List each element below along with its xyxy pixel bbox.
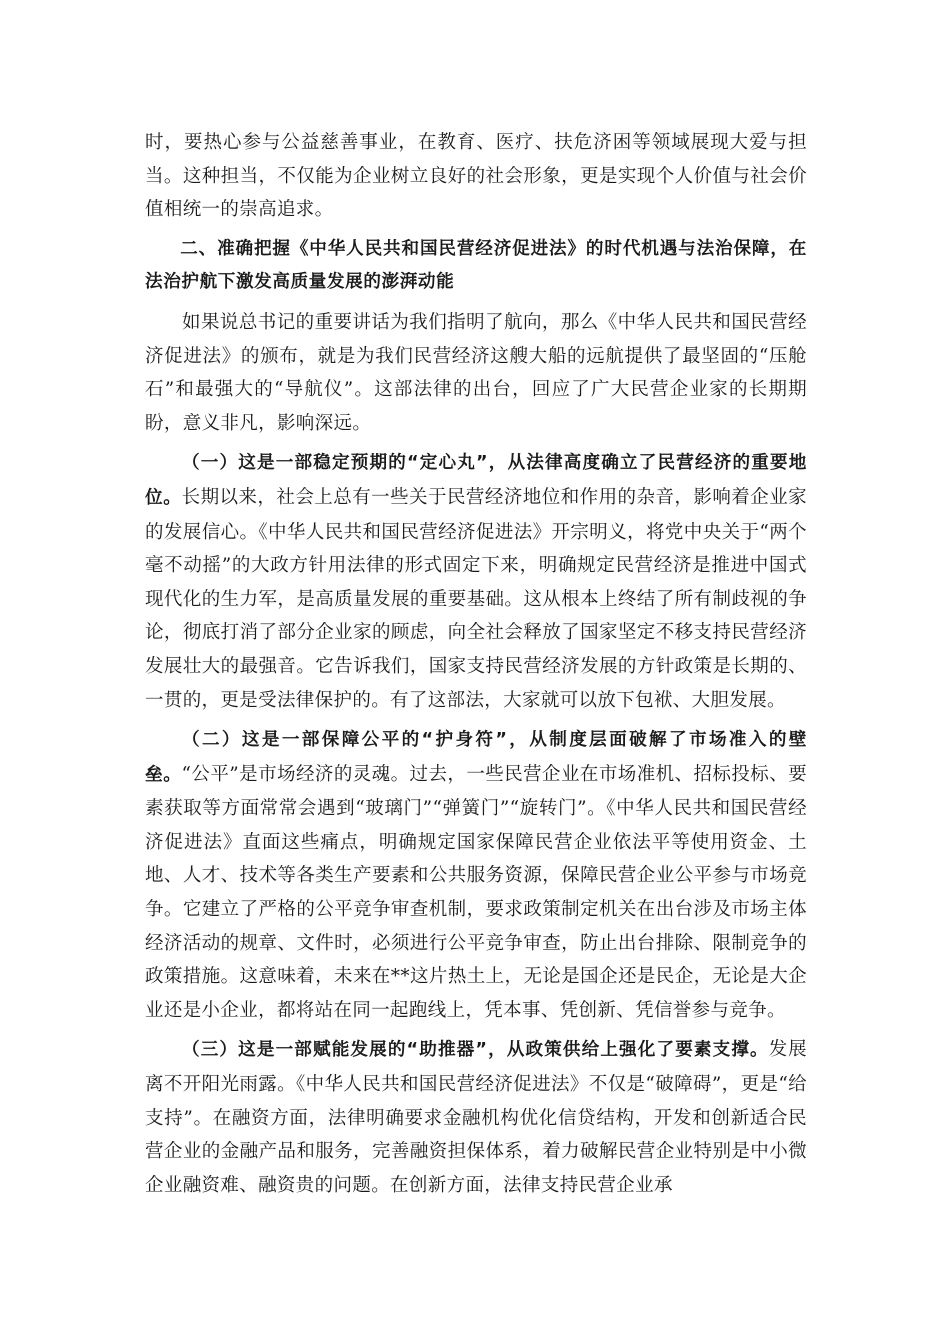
paragraph-lead: （三）这是一部赋能发展的“助推器”，从政策供给上强化了要素支撑。 (182, 1040, 769, 1061)
section-heading (145, 233, 807, 300)
paragraph-point-1 (145, 446, 807, 717)
paragraph-intro (145, 306, 807, 440)
paragraph-point-2 (145, 723, 807, 1027)
section-heading-text: 二、准确把握《中华人民共和国民营经济促进法》的时代机遇与法治保障，在法治护航下激发高质量发展的澎湃动能 (145, 238, 807, 293)
paragraph-lead: （一）这是一部稳定预期的“定心丸”，从法律高度确立了民营经济的重要地位。 (145, 453, 807, 508)
paragraph-text: “公平”是市场经济的灵魂。过去，一些民营企业在市场准机、招标投标、要素获取等方面常常会遇到“玻璃门”“弹簧门”“旋转门”。《中华人民共和国民营经济促进法》直面这些痛点，明确规定国家保障民营企业依法平等使用资金、土地、人才、技术等各类生产要素和公共服务资源，保障民营企业公平参与市场竞争。它建立了严格的公平竞争审查机制，要求政策制定机关在出台涉及市场主体经济活动的规章、文件时，必须进行公平竞争审查，防止出台排除、限制竞争的政策措施。这意味着，未来在**这片热土上，无论是国企还是民企，无论是大企业还是小企业，都将站在同一起跑线上，凭本事、凭创新、凭信誉参与竞争。 (145, 763, 807, 1021)
paragraph-text: 如果说总书记的重要讲话为我们指明了航向，那么《中华人民共和国民营经济促进法》的颁布，就是为我们民营经济这艘大船的远航提供了最坚固的“压舱石”和最强大的“导航仪”。这部法律的出台，回应了广大民营企业家的长期期盼，意义非凡，影响深远。 (145, 311, 807, 434)
document-page (145, 126, 807, 1208)
paragraph-text: 长期以来，社会上总有一些关于民营经济地位和作用的杂音，影响着企业家的发展信心。《中华人民共和国民营经济促进法》开宗明义，将党中央关于“两个毫不动摇”的大政方针用法律的形式固定下来，明确规定民营经济是推进中国式现代化的生力军，是高质量发展的重要基础。这从根本上终结了所有制歧视的争论，彻底打消了部分企业家的顾虑，向全社会释放了国家坚定不移支持民营经济发展壮大的最强音。它告诉我们，国家支持民营经济发展的方针政策是长期的、一贯的，更是受法律保护的。有了这部法，大家就可以放下包袱、大胆发展。 (145, 486, 808, 711)
paragraph-continuation (145, 126, 807, 227)
paragraph-text: 发展离不开阳光雨露。《中华人民共和国民营经济促进法》不仅是“破障碍”，更是“给支持”。在融资方面，法律明确要求金融机构优化信贷结构，开发和创新适合民营企业的金融产品和服务，完善融资担保体系，着力破解民营企业特别是中小微企业融资难、融资贵的问题。在创新方面，法律支持民营企业承 (145, 1039, 807, 1196)
paragraph-point-3 (145, 1033, 807, 1202)
paragraph-text: 时，要热心参与公益慈善事业，在教育、医疗、扶危济困等领域展现大爱与担当。这种担当，不仅能为企业树立良好的社会形象，更是实现个人价值与社会价值相统一的崇高追求。 (145, 132, 807, 221)
paragraph-lead: （二）这是一部保障公平的“护身符”，从制度层面破解了市场准入的壁垒。 (145, 730, 807, 785)
